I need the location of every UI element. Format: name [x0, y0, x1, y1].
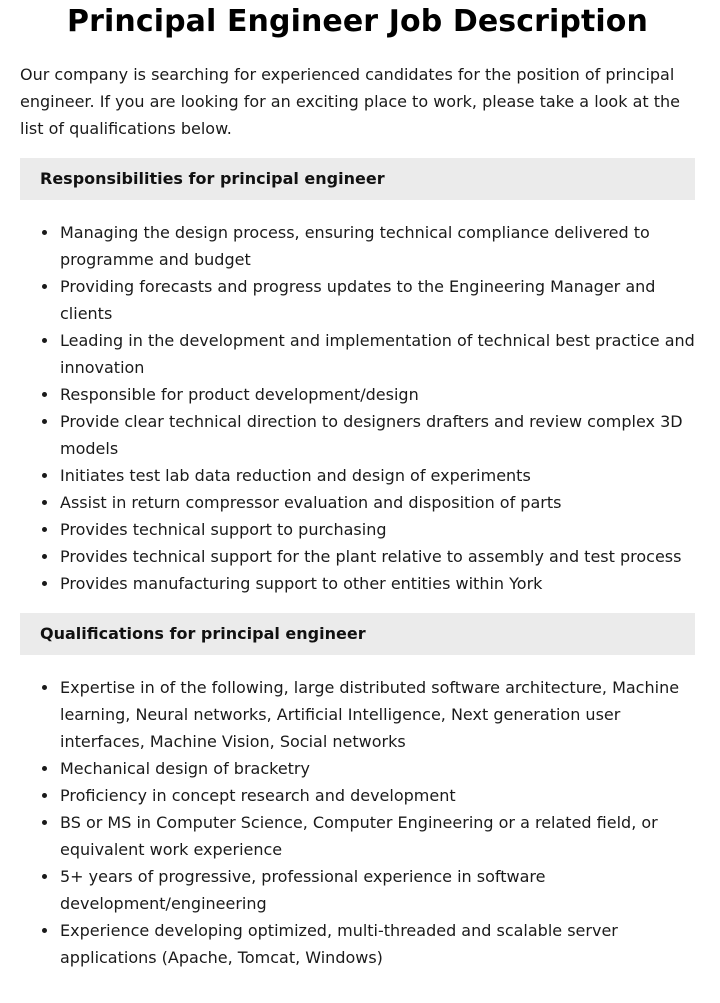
- list-item: Provides manufacturing support to other entities within York: [60, 570, 695, 597]
- list-item: Provides technical support to purchasing: [60, 516, 695, 543]
- list-item: Expertise in of the following, large distributed software architecture, Machine learning, Neural networks, Artificial Intelligence, Next generation user interfaces, Machine Vision, Social networks: [60, 674, 695, 755]
- list-item: 5+ years of progressive, professional experience in software development/engineering: [60, 863, 695, 917]
- responsibilities-list: [20, 219, 695, 597]
- list-item: Provides technical support for the plant relative to assembly and test process: [60, 543, 695, 570]
- qualifications-heading: Qualifications for principal engineer: [20, 613, 695, 655]
- list-item: Leading in the development and implementation of technical best practice and innovation: [60, 327, 695, 381]
- list-item: Mechanical design of bracketry: [60, 755, 695, 782]
- responsibilities-heading: Responsibilities for principal engineer: [20, 158, 695, 200]
- page-title: Principal Engineer Job Description: [67, 4, 648, 39]
- list-item: Initiates test lab data reduction and design of experiments: [60, 462, 695, 489]
- list-item: Responsible for product development/design: [60, 381, 695, 408]
- list-item: Proficiency in concept research and development: [60, 782, 695, 809]
- list-item: Experience developing optimized, multi-threaded and scalable server applications (Apache, Tomcat, Windows): [60, 917, 695, 971]
- list-item: Managing the design process, ensuring technical compliance delivered to programme and budget: [60, 219, 695, 273]
- list-item: Providing forecasts and progress updates to the Engineering Manager and clients: [60, 273, 695, 327]
- qualifications-list: [20, 674, 695, 971]
- intro-paragraph: Our company is searching for experienced candidates for the position of principal engineer. If you are looking for an exciting place to work, please take a look at the list of qualifications below.: [20, 65, 680, 138]
- list-item: BS or MS in Computer Science, Computer Engineering or a related field, or equivalent work experience: [60, 809, 695, 863]
- list-item: Provide clear technical direction to designers drafters and review complex 3D models: [60, 408, 695, 462]
- list-item: Assist in return compressor evaluation and disposition of parts: [60, 489, 695, 516]
